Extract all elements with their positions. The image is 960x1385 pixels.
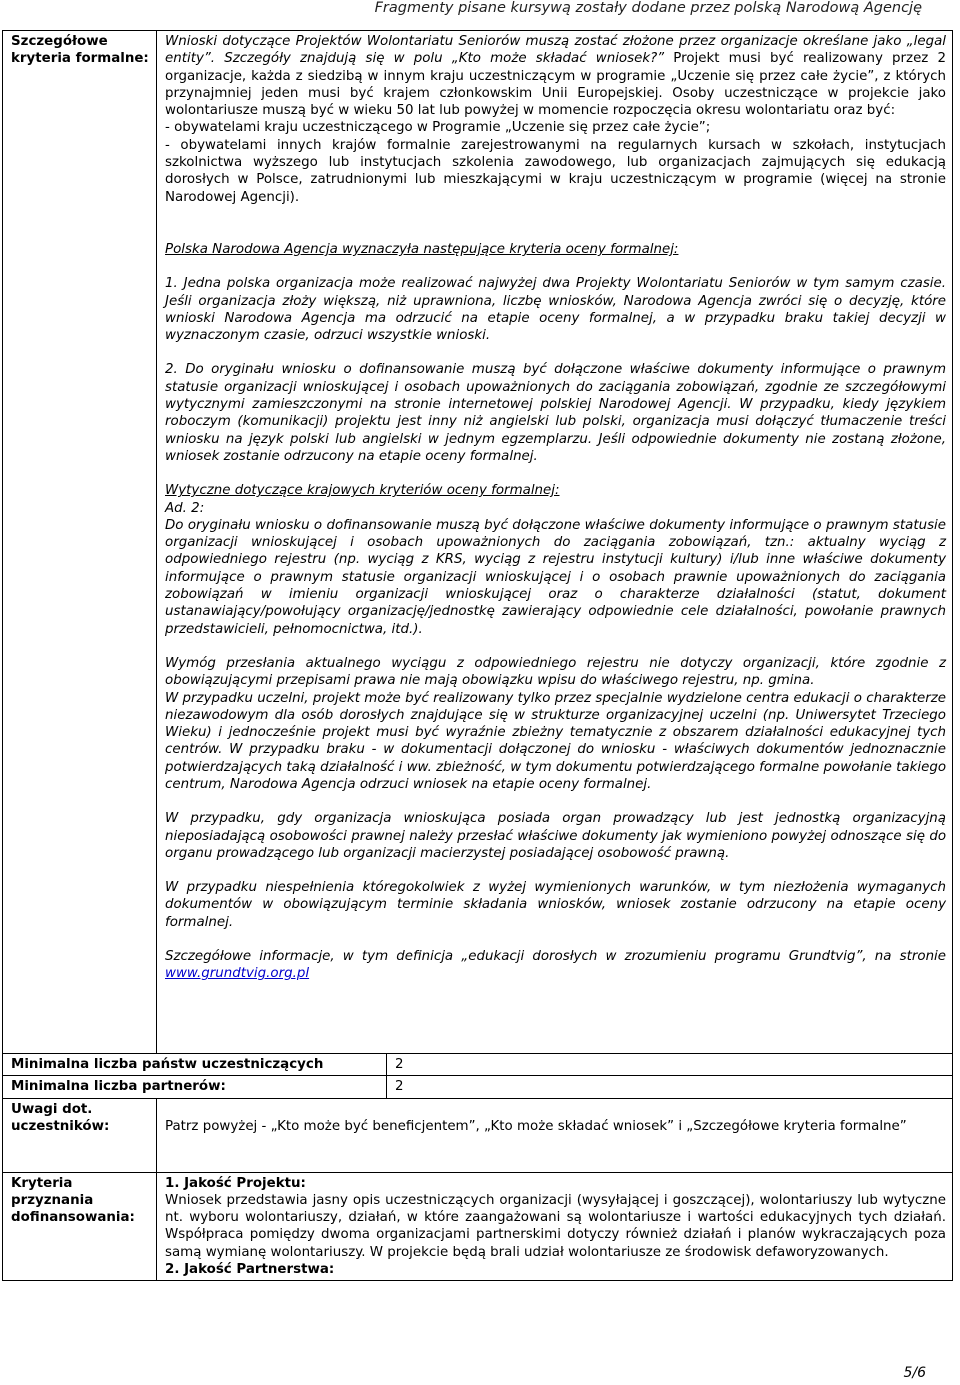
formal-criteria-label: Szczegółowe kryteria formalne: (3, 31, 157, 1054)
intro-main: Projekt musi być realizowany przez 2 organizacje, każda z siedzibą w innym kraju uczestniczącym w programie „Uczenie się przez całe życie”, z których przynajmniej jeden musi być krajem członkowskim Unii Europejskiej. Osoby uczestniczące w projekcie jako wolontariusze muszą być w wieku 50 lat lub powyżej w momencie rozpoczęcia okresu wolontariatu oraz być: (165, 51, 947, 119)
min-countries-value: 2 (387, 1054, 953, 1076)
project-quality-heading: 1. Jakość Projektu: (165, 1175, 306, 1191)
guideline-4: W przypadku, gdy organizacja wnioskująca posiada organ prowadzący lub jest jednostką organizacyjną nieposiadającą osobowości prawnej należy przesłać właściwe dokumenty jak wymieniono powyżej odnoszące się do organu prowadzącego lub organizacji macierzystej posiadającej osobowość prawną. (165, 811, 947, 861)
guideline-3: W przypadku uczelni, projekt może być realizowany tylko przez specjalnie wydzielone centra edukacji o charakterze niezawodowym dla osób dorosłych znajdujące się w strukturze organizacyjnej uczelni (np. Uniwersytet Trzeciego Wieku) i jednocześnie projekt musi być wyraźnie zbieżny tematycznie z obszarem działalności edukacyjnej tych centrów. W przypadku braku - w dokumentacji dołączonej do wniosku - właściwych dokumentów jednoznacznie potwierdzających taką działalność i ww. zbieżność, w tym dokumentu potwierdzającego formalne powołanie takiego centrum, Narodowa Agencja odrzuci wniosek na etapie oceny formalnej. (165, 690, 947, 792)
criterion-1: 1. Jedna polska organizacja może realizować najwyżej dwa Projekty Wolontariatu Seniorów w tym samym czasie. Jeśli organizacja złoży większą, niż uprawniona, liczbę wniosków, Narodowa Agencja zwróci się o decyzję, które wnioski Narodowa Agencja ma odrzucić na etapie oceny formalnej, a w przypadku braku takiej decyzji w wyznaczonym czasie, odrzuci wszystkie wnioski. (165, 276, 947, 344)
min-partners-label: Minimalna liczba partnerów: (3, 1076, 387, 1098)
guidelines-heading: Wytyczne dotyczące krajowych kryteriów oceny formalnej: (165, 483, 560, 499)
participants-notes-row (3, 1098, 953, 1172)
project-quality-text: Wniosek przedstawia jasny opis uczestniczących organizacji (wysyłającej i goszczącej), wolontariuszy lub wytyczne nt. wyboru wolontariuszy, działań, w które zaangażowani są wolontariusze i wartości edukacyjnych tych działań. Współpraca pomiędzy dwoma organizacjami partnerskimi dotyczy również działań i planów wykraczających poza samą wymianę wolontariuszy. W projekcie będą brali udział wolontariusze ze środowisk defaworyzowanych. (165, 1192, 947, 1260)
header-note: Fragmenty pisane kursywą zostały dodane przez polską Narodową Agencję (374, 0, 922, 16)
min-countries-label: Minimalna liczba państw uczestniczących (3, 1054, 387, 1076)
na-criteria-heading: Polska Narodowa Agencja wyznaczyła następujące kryteria oceny formalnej: (165, 241, 679, 257)
criterion-2: 2. Do oryginału wniosku o dofinansowanie muszą być dołączone właściwe dokumenty informujące o prawnym statusie organizacji wnioskującej i osobach upoważnionych do zaciągania zobowiązań, zgodnie ze szczegółowymi wytycznymi zamieszczonymi na stronie internetowej polskiej Narodowej Agencji. W przypadku, kiedy językiem roboczym (komunikacji) projektu jest inny niż angielski lub polski, organizacja musi dołączyć tłumaczenie treści wniosku na język polski lub angielski w jednym egzemplarzu. Jeśli odpowiednie dokumenty nie zostaną złożone, wniosek zostanie odrzucony na etapie oceny formalnej. (165, 362, 947, 464)
guideline-1: Do oryginału wniosku o dofinansowanie muszą być dołączone właściwe dokumenty informujące o prawnym statusie organizacji wnioskującej i osobach upoważnionych do zaciągania zobowiązań, tzn.: aktualny wyciąg z odpowiedniego rejestru (np. wyciąg z KRS, wyciąg z rejestru instytucji kultury) i/lub inne właściwe dokumenty informujące o prawnym statusie organizacji wnioskującej i o osobach prawnie upoważnionych do zaciągania zobowiązań w imieniu organizacji wnioskującej oraz o charakterze działalności (statut, dokument ustanawiający/powołujący organizację/jednostkę zawierający odpowiednie cele działalności, powołanie prawnych przedstawicieli, pełnomocnictwa, itd.). (165, 517, 947, 637)
award-criteria-label: Kryteria przyznania dofinansowania: (3, 1172, 157, 1281)
formal-criteria-content (157, 31, 953, 1054)
ad2-label: Ad. 2: (165, 500, 205, 516)
min-countries-row (3, 1054, 953, 1076)
formal-criteria-row (3, 31, 953, 1054)
criteria-table (2, 30, 953, 1281)
intro-italic: Wnioski dotyczące Projektów Wolontariatu Seniorów muszą zostać złożone przez organizacje określane jako „legal entity”. Szczegóły znajdują się w polu „Kto może składać wniosek?” (165, 34, 947, 67)
guideline-6-text: Szczegółowe informacje, w tym definicja „edukacji dorosłych w zrozumieniu programu Grundtvig”, na stronie (165, 949, 947, 965)
bullet-1: - obywatelami kraju uczestniczącego w Programie „Uczenie się przez całe życie”; (165, 120, 711, 136)
grundtvig-link[interactable]: www.grundtvig.org.pl (165, 966, 310, 982)
guideline-5: W przypadku niespełnienia któregokolwiek z wyżej wymienionych warunków, w tym niezłożenia wymaganych dokumentów w obowiązującym terminie składania wniosków, wniosek zostanie odrzucony na etapie oceny formalnej. (165, 880, 947, 930)
min-partners-row (3, 1076, 953, 1098)
participants-notes-text (157, 1098, 953, 1172)
partnership-quality-heading: 2. Jakość Partnerstwa: (165, 1262, 335, 1278)
min-partners-value: 2 (387, 1076, 953, 1098)
intro-paragraph (165, 33, 946, 119)
guideline-2: Wymóg przesłania aktualnego wyciągu z odpowiedniego rejestru nie dotyczy organizacji, które zgodnie z obowiązującymi przepisami prawa nie mają obowiązku wpisu do właściwego rejestru, np. gmina. (165, 655, 947, 689)
page-number: 5/6 (903, 1365, 926, 1381)
award-criteria-content (157, 1172, 953, 1281)
participants-notes-label: Uwagi dot. uczestników: (3, 1098, 157, 1172)
participants-notes-paragraph: Patrz powyżej - „Kto może być beneficjentem”, „Kto może składać wniosek” i „Szczegółowe kryteria formalne” (165, 1118, 907, 1134)
bullet-2: - obywatelami innych krajów formalnie zarejestrowanymi na regularnych kursach w szkołach, instytucjach szkolnictwa wyższego lub instytucjach szkolenia zawodowego, lub organizacjach zajmujących się edukacją dorosłych w Polsce, zatrudnionymi lub mieszkającymi w kraju uczestniczącym w programie (więcej na stronie Narodowej Agencji). (165, 137, 947, 205)
guideline-6 (165, 948, 946, 983)
award-criteria-row (3, 1172, 953, 1281)
